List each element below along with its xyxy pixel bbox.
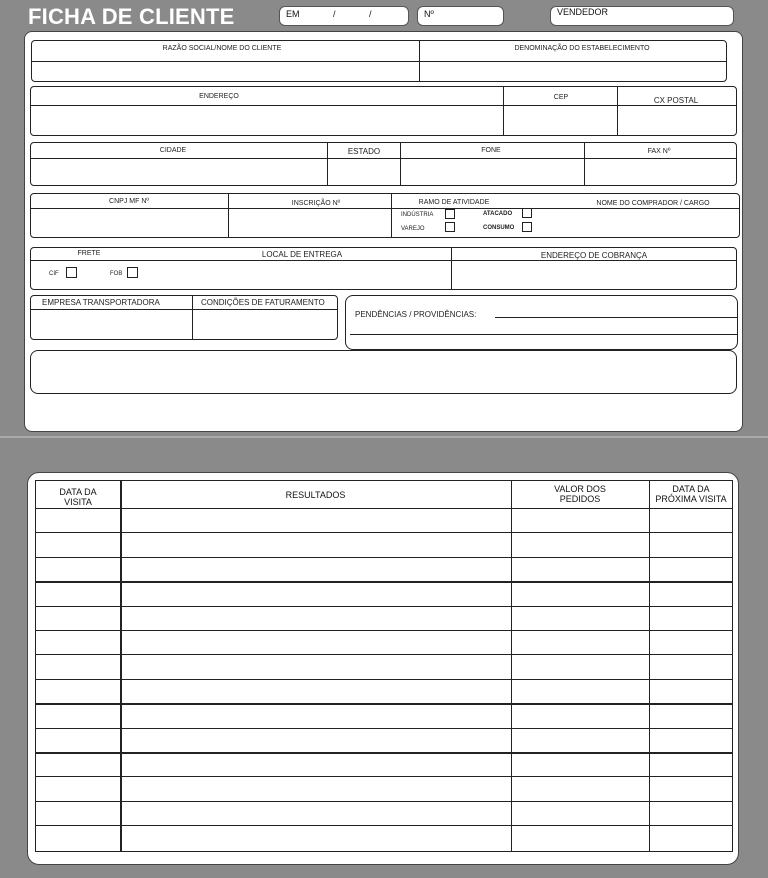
- date-field[interactable]: [279, 6, 409, 26]
- fone-label: FONE: [481, 147, 501, 154]
- varejo-label: VAREJO: [401, 226, 425, 232]
- razao-social-label: RAZÃO SOCIAL/NOME DO CLIENTE: [162, 45, 282, 52]
- endereco-cobranca-input[interactable]: [452, 260, 736, 289]
- col-valor-line2: PEDIDOS: [559, 494, 601, 504]
- date-separator: /: [369, 9, 372, 19]
- table-row[interactable]: [36, 532, 732, 556]
- denominacao-label: DENOMINAÇÃO DO ESTABELECIMENTO: [514, 45, 650, 52]
- table-row[interactable]: [36, 752, 732, 776]
- em-label: EM: [286, 9, 300, 19]
- observacoes-box[interactable]: [30, 350, 737, 394]
- condicoes-input[interactable]: [193, 310, 337, 339]
- cx-postal-input[interactable]: [618, 105, 736, 135]
- visits-table: [35, 480, 733, 852]
- varejo-checkbox[interactable]: [445, 222, 455, 232]
- cif-label: CIF: [49, 271, 59, 277]
- vendedor-field[interactable]: [550, 6, 734, 26]
- atacado-label: ATACADO: [483, 211, 513, 217]
- comprador-label: NOME DO COMPRADOR / CARGO: [596, 200, 710, 207]
- table-row[interactable]: [36, 801, 732, 825]
- local-entrega-input[interactable]: [145, 260, 449, 289]
- col-data-visita: [36, 487, 120, 507]
- fone-input[interactable]: [401, 158, 583, 185]
- table-row[interactable]: [36, 581, 732, 605]
- col-proxima-line1: DATA DA: [672, 484, 710, 494]
- consumo-label: CONSUMO: [483, 225, 515, 231]
- pendencias-label: PENDÊNCIAS / PROVIDÊNCIAS:: [355, 310, 477, 319]
- industria-label: INDÚSTRIA: [401, 212, 434, 218]
- cep-label: CEP: [553, 94, 569, 101]
- fax-input[interactable]: [585, 158, 736, 185]
- cnpj-label: CNPJ MF Nº: [109, 198, 149, 205]
- endereco-cobranca-label: ENDEREÇO DE COBRANÇA: [540, 251, 648, 260]
- fob-label: FOB: [110, 271, 123, 277]
- col-valor-pedidos: [511, 484, 649, 504]
- table-row[interactable]: [36, 776, 732, 800]
- table-row[interactable]: [36, 630, 732, 654]
- vendedor-label: VENDEDOR: [557, 7, 609, 17]
- transportadora-input[interactable]: [31, 310, 191, 339]
- table-row[interactable]: [36, 825, 732, 849]
- cx-postal-label: CX POSTAL: [653, 96, 699, 105]
- col-resultados: RESULTADOS: [285, 490, 346, 500]
- inscricao-input[interactable]: [229, 208, 389, 237]
- condicoes-label: CONDIÇÕES DE FATURAMENTO: [201, 298, 325, 307]
- table-row[interactable]: [36, 728, 732, 752]
- cnpj-input[interactable]: [31, 208, 227, 237]
- denominacao-input[interactable]: [420, 61, 726, 81]
- cep-input[interactable]: [504, 105, 616, 135]
- fax-label: FAX Nº: [647, 148, 671, 155]
- transportadora-label: EMPRESA TRANSPORTADORA: [42, 298, 160, 307]
- pendencias-input[interactable]: [494, 300, 736, 318]
- table-row[interactable]: [36, 508, 732, 532]
- page-divider: [0, 436, 768, 438]
- col-proxima-visita: [649, 484, 733, 504]
- col-proxima-line2: PRÓXIMA VISITA: [655, 494, 727, 504]
- inscricao-label: INSCRIÇÃO Nº: [291, 200, 341, 207]
- endereco-label: ENDEREÇO: [199, 93, 239, 100]
- table-row[interactable]: [36, 606, 732, 630]
- table-row[interactable]: [36, 703, 732, 727]
- atacado-checkbox[interactable]: [522, 208, 532, 218]
- date-separator: /: [333, 9, 336, 19]
- col-data-visita-line1: DATA DA: [59, 487, 97, 497]
- numero-label: Nº: [424, 9, 434, 19]
- frete-label: FRETE: [77, 250, 101, 257]
- estado-input[interactable]: [328, 158, 399, 185]
- razao-social-input[interactable]: [32, 61, 418, 81]
- page-title: FICHA DE CLIENTE: [28, 4, 235, 29]
- cif-checkbox[interactable]: [66, 267, 77, 278]
- consumo-checkbox[interactable]: [522, 222, 532, 232]
- estado-label: ESTADO: [347, 147, 381, 156]
- comprador-input[interactable]: [540, 208, 738, 237]
- ramo-label: RAMO DE ATIVIDADE: [418, 199, 490, 206]
- endereco-input[interactable]: [31, 105, 501, 135]
- cidade-label: CIDADE: [159, 147, 187, 154]
- col-valor-line1: VALOR DOS: [554, 484, 606, 494]
- local-entrega-label: LOCAL DE ENTREGA: [261, 250, 343, 259]
- number-field[interactable]: [417, 6, 504, 26]
- cidade-input[interactable]: [31, 158, 326, 185]
- col-data-visita-line2: VISITA: [64, 497, 92, 507]
- fob-checkbox[interactable]: [127, 267, 138, 278]
- table-row[interactable]: [36, 654, 732, 678]
- table-row[interactable]: [36, 679, 732, 703]
- industria-checkbox[interactable]: [445, 209, 455, 219]
- table-row[interactable]: [36, 557, 732, 581]
